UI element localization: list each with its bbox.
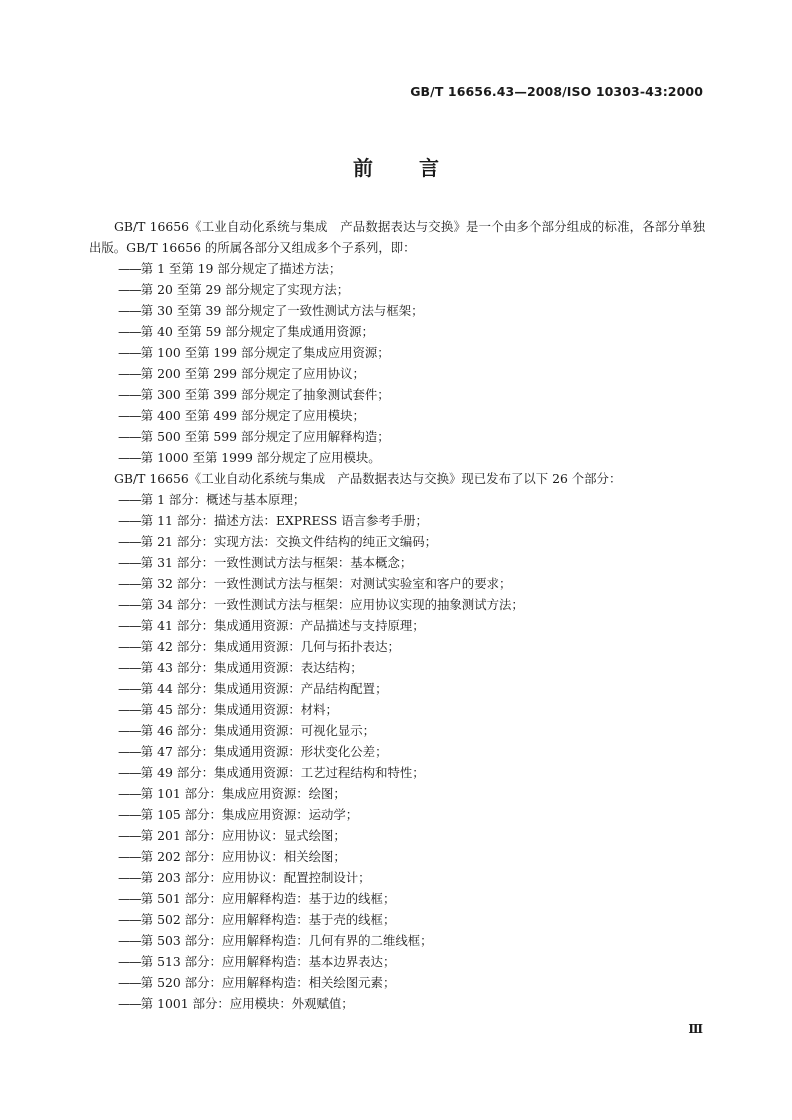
list-dash: —— xyxy=(118,513,141,528)
parts-list-item xyxy=(89,783,705,804)
list-dash: —— xyxy=(118,660,141,675)
list-item-text: 第 31 部分：一致性测试方法与框架：基本概念； xyxy=(140,555,413,570)
list-item-text: 第 203 部分：应用协议：配置控制设计； xyxy=(140,870,371,885)
list-item-text: 第 42 部分：集成通用资源：几何与拓扑表达； xyxy=(140,639,400,654)
parts-list xyxy=(89,489,705,1014)
list-dash: —— xyxy=(118,702,141,717)
list-item-text: 第 503 部分：应用解释构造：几何有界的二维线框； xyxy=(140,933,433,948)
list-item-text: 第 502 部分：应用解释构造：基于壳的线框； xyxy=(140,912,396,927)
document-body xyxy=(89,216,705,1014)
list-dash: —— xyxy=(118,282,141,297)
parts-list-item xyxy=(89,531,705,552)
series-list-item xyxy=(89,258,705,279)
parts-list-item xyxy=(89,867,705,888)
list-dash: —— xyxy=(118,408,141,423)
list-item-text: 第 1000 至第 1999 部分规定了应用模块。 xyxy=(140,450,381,465)
list-item-text: 第 1001 部分：应用模块：外观赋值； xyxy=(140,996,354,1011)
list-dash: —— xyxy=(118,345,141,360)
list-item-text: 第 202 部分：应用协议：相关绘图； xyxy=(140,849,346,864)
list-item-text: 第 101 部分：集成应用资源：绘图； xyxy=(140,786,346,801)
list-item-text: 第 45 部分：集成通用资源：材料； xyxy=(140,702,338,717)
parts-list-item xyxy=(89,657,705,678)
list-dash: —— xyxy=(118,387,141,402)
parts-list-item xyxy=(89,993,705,1014)
list-dash: —— xyxy=(118,303,141,318)
list-item-text: 第 44 部分：集成通用资源：产品结构配置； xyxy=(140,681,388,696)
list-item-text: 第 500 至第 599 部分规定了应用解释构造； xyxy=(140,429,390,444)
parts-list-item xyxy=(89,951,705,972)
parts-list-item xyxy=(89,804,705,825)
list-item-text: 第 47 部分：集成通用资源：形状变化公差； xyxy=(140,744,388,759)
list-dash: —— xyxy=(118,597,141,612)
list-dash: —— xyxy=(118,891,141,906)
list-dash: —— xyxy=(118,429,141,444)
list-item-text: 第 20 至第 29 部分规定了实现方法； xyxy=(140,282,350,297)
list-dash: —— xyxy=(118,849,141,864)
list-item-text: 第 41 部分：集成通用资源：产品描述与支持原理； xyxy=(140,618,425,633)
series-list-item xyxy=(89,321,705,342)
list-dash: —— xyxy=(118,807,141,822)
list-dash: —— xyxy=(118,618,141,633)
list-dash: —— xyxy=(118,723,141,738)
list-item-text: 第 43 部分：集成通用资源：表达结构； xyxy=(140,660,363,675)
series-list-item xyxy=(89,447,705,468)
title-char-1: 前 xyxy=(353,156,373,180)
parts-list-item xyxy=(89,510,705,531)
list-item-text: 第 501 部分：应用解释构造：基于边的线框； xyxy=(140,891,396,906)
list-dash: —— xyxy=(118,261,141,276)
list-dash: —— xyxy=(118,324,141,339)
list-item-text: 第 520 部分：应用解释构造：相关绘图元素； xyxy=(140,975,396,990)
list-dash: —— xyxy=(118,639,141,654)
parts-list-item xyxy=(89,636,705,657)
list-dash: —— xyxy=(118,576,141,591)
series-list-item xyxy=(89,279,705,300)
list-item-text: 第 200 至第 299 部分规定了应用协议； xyxy=(140,366,365,381)
list-item-text: 第 21 部分：实现方法：交换文件结构的纯正文编码； xyxy=(140,534,438,549)
list-dash: —— xyxy=(118,954,141,969)
series-list xyxy=(89,258,705,468)
list-dash: —— xyxy=(118,765,141,780)
intro-paragraph: GB/T 16656《工业自动化系统与集成 产品数据表达与交换》是一个由多个部分组成的标准，各部分单独出版。GB/T 16656 的所属各部分又组成多个子系列，即： xyxy=(89,219,705,255)
list-item-text: 第 40 至第 59 部分规定了集成通用资源； xyxy=(140,324,374,339)
parts-list-item xyxy=(89,678,705,699)
list-item-text: 第 1 部分：概述与基本原理； xyxy=(140,492,306,507)
list-dash: —— xyxy=(118,870,141,885)
list-dash: —— xyxy=(118,828,141,843)
list-item-text: 第 1 至第 19 部分规定了描述方法； xyxy=(140,261,342,276)
published-intro-paragraph: GB/T 16656《工业自动化系统与集成 产品数据表达与交换》现已发布了以下 26 个部分： xyxy=(114,471,622,486)
parts-list-item xyxy=(89,552,705,573)
list-dash: —— xyxy=(118,933,141,948)
parts-list-item xyxy=(89,615,705,636)
list-item-text: 第 46 部分：集成通用资源：可视化显示； xyxy=(140,723,376,738)
series-list-item xyxy=(89,342,705,363)
parts-list-item xyxy=(89,972,705,993)
parts-list-item xyxy=(89,846,705,867)
parts-list-item xyxy=(89,825,705,846)
series-list-item xyxy=(89,405,705,426)
series-list-item xyxy=(89,384,705,405)
series-list-item xyxy=(89,426,705,447)
parts-list-item xyxy=(89,594,705,615)
list-item-text: 第 300 至第 399 部分规定了抽象测试套件； xyxy=(140,387,390,402)
parts-list-item xyxy=(89,741,705,762)
list-item-text: 第 32 部分：一致性测试方法与框架：对测试实验室和客户的要求； xyxy=(140,576,512,591)
list-dash: —— xyxy=(118,534,141,549)
list-dash: —— xyxy=(118,450,141,465)
parts-list-item xyxy=(89,762,705,783)
parts-list-item xyxy=(89,720,705,741)
title-char-2: 言 xyxy=(419,156,439,180)
parts-list-item xyxy=(89,573,705,594)
series-list-item xyxy=(89,300,705,321)
list-item-text: 第 201 部分：应用协议：显式绘图； xyxy=(140,828,346,843)
series-list-item xyxy=(89,363,705,384)
list-dash: —— xyxy=(118,912,141,927)
page-title xyxy=(0,152,792,181)
list-dash: —— xyxy=(118,492,141,507)
parts-list-item xyxy=(89,909,705,930)
parts-list-item xyxy=(89,489,705,510)
list-item-text: 第 11 部分：描述方法：EXPRESS 语言参考手册； xyxy=(140,513,428,528)
list-dash: —— xyxy=(118,744,141,759)
list-dash: —— xyxy=(118,366,141,381)
standard-code-header: GB/T 16656.43—2008/ISO 10303-43:2000 xyxy=(410,84,703,99)
list-dash: —— xyxy=(118,975,141,990)
list-item-text: 第 34 部分：一致性测试方法与框架：应用协议实现的抽象测试方法； xyxy=(140,597,524,612)
list-item-text: 第 49 部分：集成通用资源：工艺过程结构和特性； xyxy=(140,765,425,780)
list-dash: —— xyxy=(118,555,141,570)
list-item-text: 第 100 至第 199 部分规定了集成应用资源； xyxy=(140,345,390,360)
list-item-text: 第 30 至第 39 部分规定了一致性测试方法与框架； xyxy=(140,303,424,318)
list-dash: —— xyxy=(118,681,141,696)
page-number: Ⅲ xyxy=(688,1022,703,1036)
parts-list-item xyxy=(89,699,705,720)
list-item-text: 第 105 部分：集成应用资源：运动学； xyxy=(140,807,359,822)
list-dash: —— xyxy=(118,786,141,801)
parts-list-item xyxy=(89,930,705,951)
list-dash: —— xyxy=(118,996,141,1011)
list-item-text: 第 513 部分：应用解释构造：基本边界表达； xyxy=(140,954,396,969)
list-item-text: 第 400 至第 499 部分规定了应用模块； xyxy=(140,408,365,423)
parts-list-item xyxy=(89,888,705,909)
